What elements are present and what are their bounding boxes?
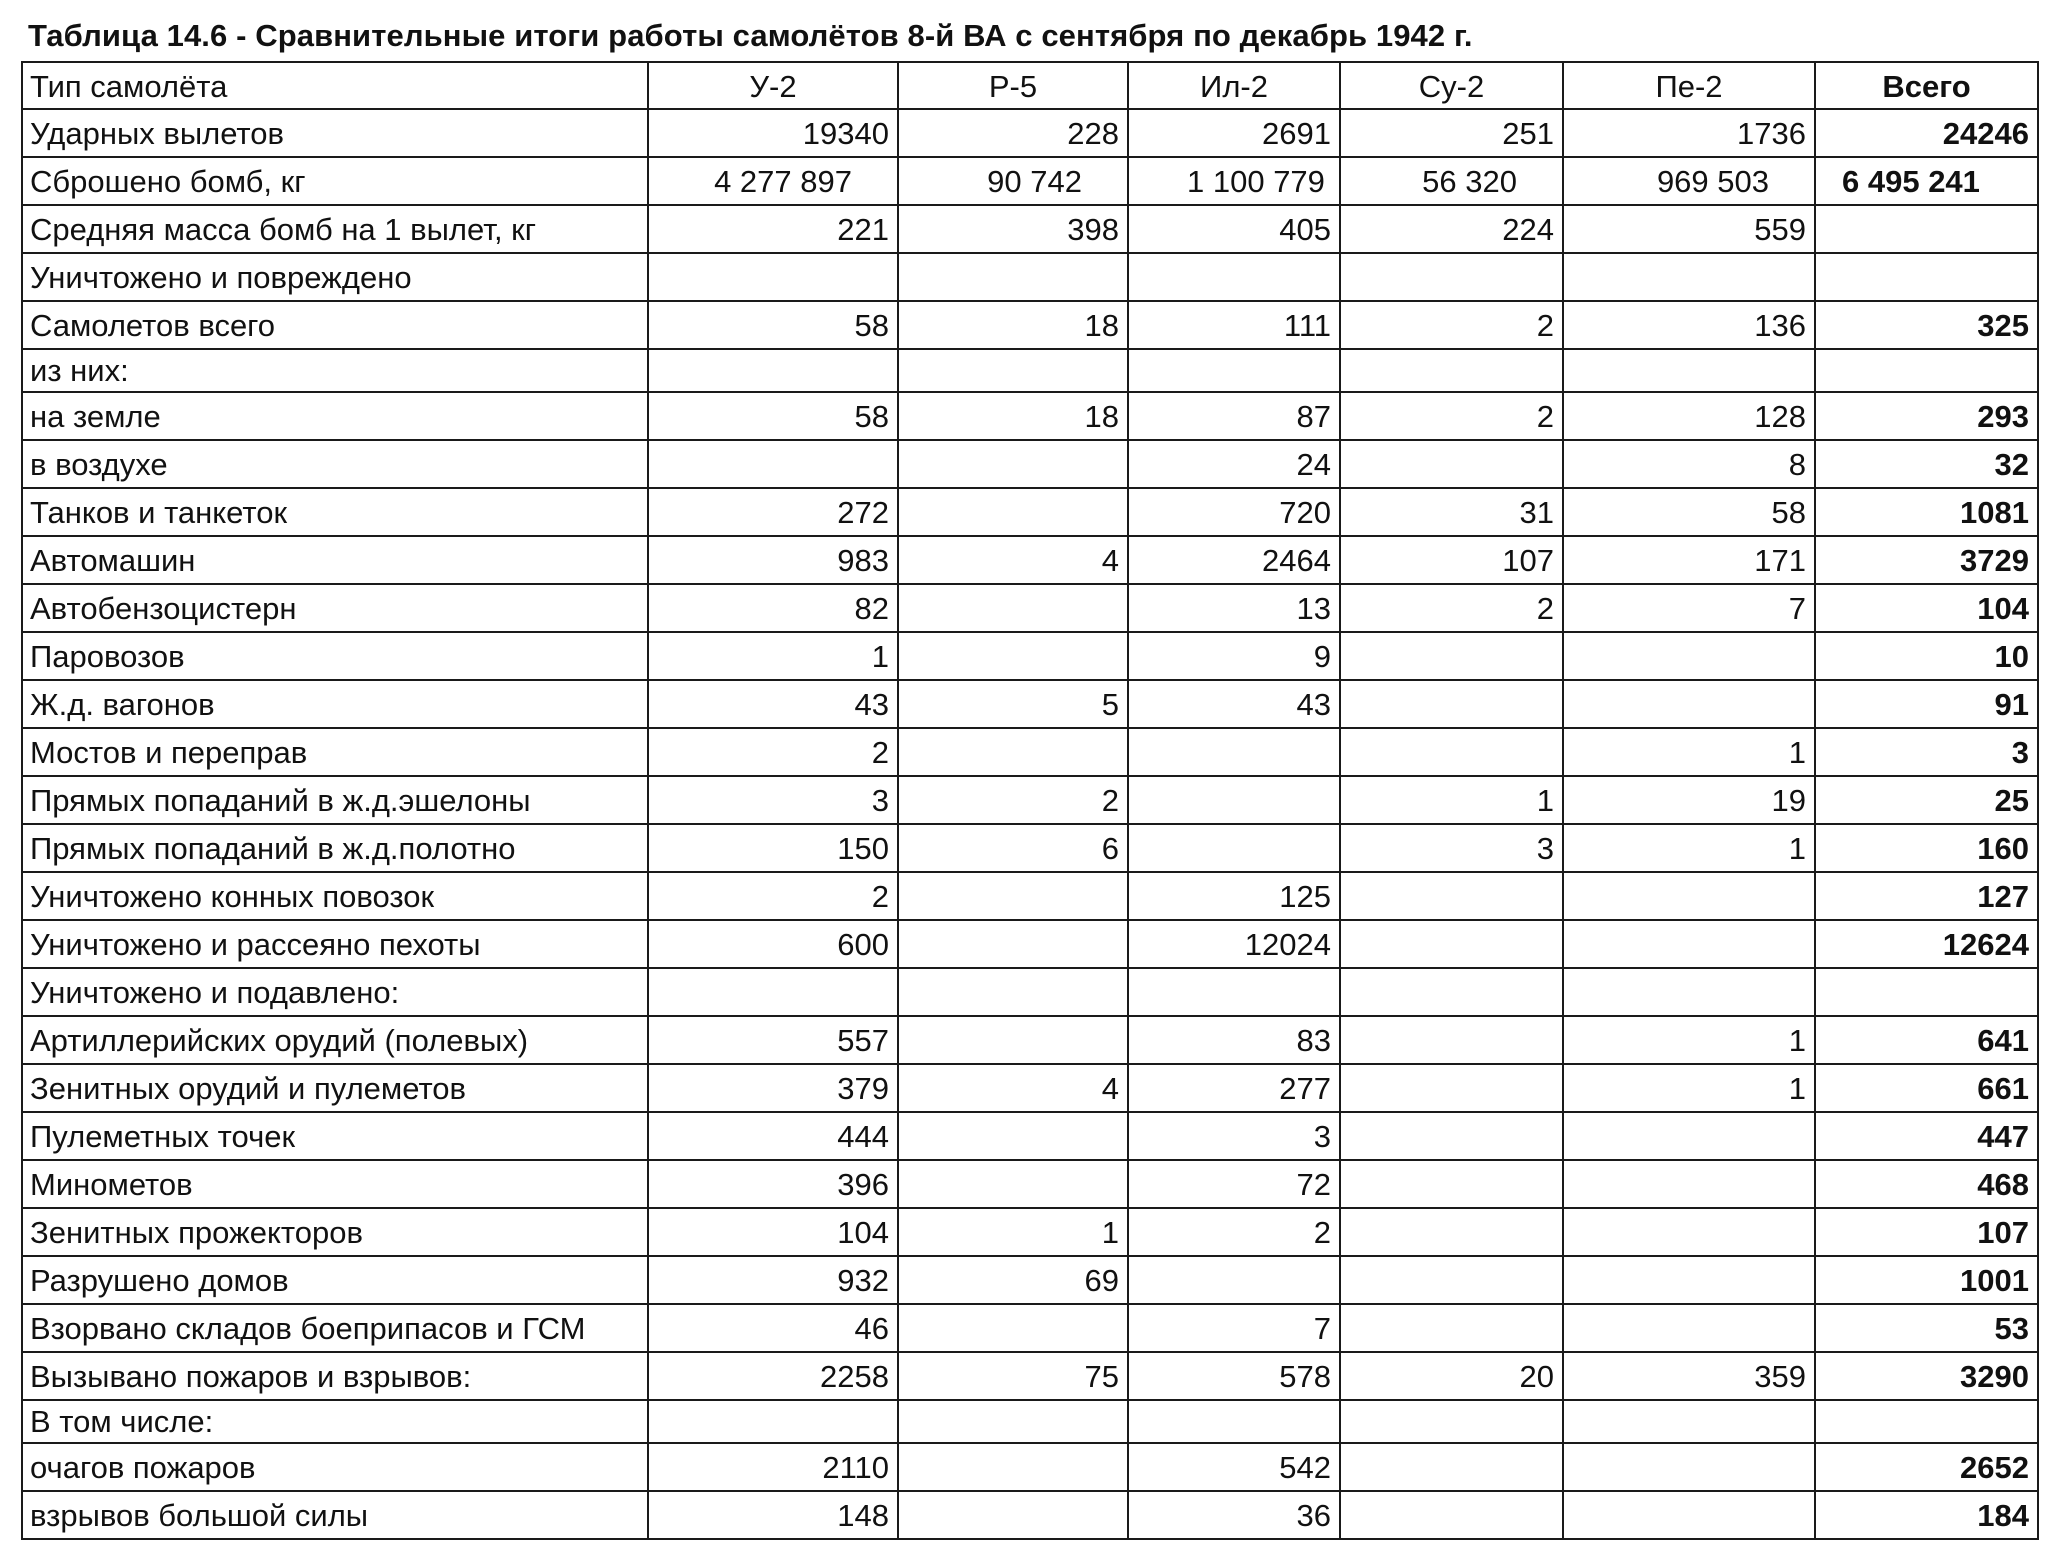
column-header: Су-2 [1340, 62, 1563, 109]
table-row [22, 632, 2038, 680]
value-cell: 2691 [1128, 109, 1340, 157]
value-cell [1563, 1208, 1815, 1256]
value-cell: 75 [898, 1352, 1128, 1400]
value-cell: 2 [1340, 392, 1563, 440]
total-cell: 53 [1815, 1304, 2038, 1352]
value-cell [1563, 1491, 1815, 1539]
value-cell: 8 [1563, 440, 1815, 488]
total-cell: 91 [1815, 680, 2038, 728]
value-cell: 251 [1340, 109, 1563, 157]
value-cell: 150 [648, 824, 898, 872]
value-cell: 1 [1563, 728, 1815, 776]
value-cell: 983 [648, 536, 898, 584]
total-cell: 1081 [1815, 488, 2038, 536]
table-row [22, 1491, 2038, 1539]
total-cell: 10 [1815, 632, 2038, 680]
total-cell: 325 [1815, 301, 2038, 349]
value-cell: 31 [1340, 488, 1563, 536]
value-cell [1128, 1256, 1340, 1304]
value-cell: 58 [1563, 488, 1815, 536]
value-cell [1340, 1112, 1563, 1160]
value-cell [1340, 1064, 1563, 1112]
total-cell: 184 [1815, 1491, 2038, 1539]
value-cell: 379 [648, 1064, 898, 1112]
row-label: Танков и танкеток [22, 488, 648, 536]
row-label: Автобензоцистерн [22, 584, 648, 632]
total-cell: 12624 [1815, 920, 2038, 968]
row-label: Уничтожено и подавлено: [22, 968, 648, 1016]
column-header: У-2 [648, 62, 898, 109]
value-cell [898, 1400, 1128, 1443]
value-cell: 171 [1563, 536, 1815, 584]
row-label: Уничтожено и повреждено [22, 253, 648, 301]
value-cell [1128, 776, 1340, 824]
table-row [22, 872, 2038, 920]
value-cell: 2 [1340, 301, 1563, 349]
value-cell [1128, 349, 1340, 392]
value-cell [1563, 253, 1815, 301]
table-row [22, 392, 2038, 440]
row-label: Паровозов [22, 632, 648, 680]
value-cell: 3 [1128, 1112, 1340, 1160]
value-cell: 148 [648, 1491, 898, 1539]
value-cell: 18 [898, 392, 1128, 440]
value-cell [898, 253, 1128, 301]
table-row [22, 1304, 2038, 1352]
value-cell: 4 [898, 536, 1128, 584]
row-label: из них: [22, 349, 648, 392]
value-cell [898, 1112, 1128, 1160]
value-cell: 2 [648, 872, 898, 920]
total-cell [1815, 968, 2038, 1016]
value-cell [1340, 1160, 1563, 1208]
value-cell: 36 [1128, 1491, 1340, 1539]
value-cell: 82 [648, 584, 898, 632]
row-label: Прямых попаданий в ж.д.эшелоны [22, 776, 648, 824]
value-cell: 43 [1128, 680, 1340, 728]
table-row [22, 584, 2038, 632]
value-cell: 107 [1340, 536, 1563, 584]
value-cell: 932 [648, 1256, 898, 1304]
value-cell [648, 253, 898, 301]
table-row [22, 109, 2038, 157]
table-row [22, 728, 2038, 776]
table-row [22, 1016, 2038, 1064]
value-cell: 5 [898, 680, 1128, 728]
value-cell [1340, 440, 1563, 488]
table-row [22, 920, 2038, 968]
row-label: Разрушено домов [22, 1256, 648, 1304]
total-cell: 293 [1815, 392, 2038, 440]
value-cell: 272 [648, 488, 898, 536]
value-cell: 1 100 779 [1128, 157, 1340, 205]
table-row [22, 1352, 2038, 1400]
value-cell: 46 [648, 1304, 898, 1352]
value-cell: 578 [1128, 1352, 1340, 1400]
table-row [22, 1160, 2038, 1208]
table-row [22, 157, 2038, 205]
value-cell: 396 [648, 1160, 898, 1208]
value-cell [1128, 728, 1340, 776]
value-cell [1340, 920, 1563, 968]
table-row [22, 1256, 2038, 1304]
value-cell [648, 349, 898, 392]
total-cell: 1001 [1815, 1256, 2038, 1304]
value-cell [1340, 1016, 1563, 1064]
value-cell: 2110 [648, 1443, 898, 1491]
total-cell: 32 [1815, 440, 2038, 488]
value-cell: 2 [898, 776, 1128, 824]
value-cell: 559 [1563, 205, 1815, 253]
value-cell: 277 [1128, 1064, 1340, 1112]
value-cell: 1 [648, 632, 898, 680]
value-cell: 111 [1128, 301, 1340, 349]
table-row [22, 1400, 2038, 1443]
total-cell: 3 [1815, 728, 2038, 776]
value-cell [1563, 1256, 1815, 1304]
value-cell: 4 [898, 1064, 1128, 1112]
value-cell: 12024 [1128, 920, 1340, 968]
row-label: Зенитных орудий и пулеметов [22, 1064, 648, 1112]
table-row [22, 488, 2038, 536]
table-title: Таблица 14.6 - Сравнительные итоги работы самолётов 8-й ВА с сентября по декабрь 1942 г. [28, 18, 1473, 53]
row-label: Сброшено бомб, кг [22, 157, 648, 205]
value-cell [898, 632, 1128, 680]
value-cell [1340, 1256, 1563, 1304]
value-cell [898, 488, 1128, 536]
value-cell: 224 [1340, 205, 1563, 253]
value-cell [898, 349, 1128, 392]
value-cell: 6 [898, 824, 1128, 872]
value-cell: 4 277 897 [648, 157, 898, 205]
value-cell [898, 728, 1128, 776]
value-cell: 13 [1128, 584, 1340, 632]
value-cell: 7 [1563, 584, 1815, 632]
value-cell [898, 920, 1128, 968]
value-cell: 600 [648, 920, 898, 968]
value-cell [1128, 968, 1340, 1016]
row-label: Вызывано пожаров и взрывов: [22, 1352, 648, 1400]
value-cell [898, 1491, 1128, 1539]
value-cell: 720 [1128, 488, 1340, 536]
total-cell: 3729 [1815, 536, 2038, 584]
row-label: Ж.д. вагонов [22, 680, 648, 728]
row-label: в воздухе [22, 440, 648, 488]
value-cell: 1 [1563, 824, 1815, 872]
value-cell [1563, 1160, 1815, 1208]
value-cell [1563, 1400, 1815, 1443]
table-row [22, 440, 2038, 488]
value-cell: 9 [1128, 632, 1340, 680]
value-cell: 43 [648, 680, 898, 728]
row-label: Ударных вылетов [22, 109, 648, 157]
value-cell: 1 [1563, 1016, 1815, 1064]
total-cell [1815, 253, 2038, 301]
row-label: на земле [22, 392, 648, 440]
table-row [22, 680, 2038, 728]
row-label: Зенитных прожекторов [22, 1208, 648, 1256]
total-cell: 160 [1815, 824, 2038, 872]
value-cell [1563, 1304, 1815, 1352]
table-row [22, 1112, 2038, 1160]
value-cell [1563, 1112, 1815, 1160]
total-cell: 25 [1815, 776, 2038, 824]
total-cell: 447 [1815, 1112, 2038, 1160]
row-label: взрывов большой силы [22, 1491, 648, 1539]
value-cell: 136 [1563, 301, 1815, 349]
value-cell [1128, 824, 1340, 872]
value-cell [1340, 349, 1563, 392]
total-cell [1815, 205, 2038, 253]
row-label: Мостов и переправ [22, 728, 648, 776]
value-cell: 1 [1340, 776, 1563, 824]
value-cell [1340, 1491, 1563, 1539]
value-cell: 58 [648, 392, 898, 440]
row-label: Артиллерийских орудий (полевых) [22, 1016, 648, 1064]
value-cell: 24 [1128, 440, 1340, 488]
value-cell: 359 [1563, 1352, 1815, 1400]
row-label: В том числе: [22, 1400, 648, 1443]
value-cell: 2 [1128, 1208, 1340, 1256]
row-label: Минометов [22, 1160, 648, 1208]
row-label: Взорвано складов боеприпасов и ГСМ [22, 1304, 648, 1352]
value-cell: 19 [1563, 776, 1815, 824]
value-cell [898, 1304, 1128, 1352]
value-cell [1340, 1443, 1563, 1491]
value-cell: 542 [1128, 1443, 1340, 1491]
value-cell [898, 1016, 1128, 1064]
value-cell: 3 [1340, 824, 1563, 872]
value-cell [1340, 253, 1563, 301]
table-row [22, 776, 2038, 824]
total-cell [1815, 1400, 2038, 1443]
value-cell [1340, 872, 1563, 920]
total-cell: 2652 [1815, 1443, 2038, 1491]
value-cell [648, 440, 898, 488]
value-cell: 557 [648, 1016, 898, 1064]
value-cell [1563, 920, 1815, 968]
value-cell [648, 968, 898, 1016]
total-cell: 641 [1815, 1016, 2038, 1064]
row-label: очагов пожаров [22, 1443, 648, 1491]
column-header: Пе-2 [1563, 62, 1815, 109]
value-cell [898, 1160, 1128, 1208]
table-row [22, 1443, 2038, 1491]
value-cell [1340, 632, 1563, 680]
row-label: Пулеметных точек [22, 1112, 648, 1160]
value-cell: 90 742 [898, 157, 1128, 205]
row-label: Уничтожено конных повозок [22, 872, 648, 920]
table-row [22, 301, 2038, 349]
total-cell: 6 495 241 [1815, 157, 2038, 205]
value-cell: 969 503 [1563, 157, 1815, 205]
value-cell: 56 320 [1340, 157, 1563, 205]
value-cell: 405 [1128, 205, 1340, 253]
value-cell: 125 [1128, 872, 1340, 920]
value-cell: 20 [1340, 1352, 1563, 1400]
column-header: Тип самолёта [22, 62, 648, 109]
results-table [21, 61, 2039, 1540]
row-label: Автомашин [22, 536, 648, 584]
value-cell [1563, 680, 1815, 728]
value-cell: 2 [1340, 584, 1563, 632]
value-cell: 19340 [648, 109, 898, 157]
value-cell [898, 968, 1128, 1016]
value-cell [1340, 1208, 1563, 1256]
value-cell: 69 [898, 1256, 1128, 1304]
total-cell: 104 [1815, 584, 2038, 632]
value-cell: 2464 [1128, 536, 1340, 584]
total-cell [1815, 349, 2038, 392]
value-cell [1340, 1400, 1563, 1443]
column-header: Всего [1815, 62, 2038, 109]
value-cell [1340, 968, 1563, 1016]
row-label: Прямых попаданий в ж.д.полотно [22, 824, 648, 872]
value-cell [1128, 1400, 1340, 1443]
column-header: Ил-2 [1128, 62, 1340, 109]
value-cell: 128 [1563, 392, 1815, 440]
table-row [22, 1064, 2038, 1112]
value-cell: 228 [898, 109, 1128, 157]
value-cell [1340, 1304, 1563, 1352]
value-cell [1563, 872, 1815, 920]
value-cell: 2258 [648, 1352, 898, 1400]
value-cell: 58 [648, 301, 898, 349]
row-label: Средняя масса бомб на 1 вылет, кг [22, 205, 648, 253]
value-cell: 87 [1128, 392, 1340, 440]
table-row [22, 253, 2038, 301]
value-cell: 83 [1128, 1016, 1340, 1064]
value-cell: 444 [648, 1112, 898, 1160]
value-cell: 18 [898, 301, 1128, 349]
total-cell: 661 [1815, 1064, 2038, 1112]
total-cell: 127 [1815, 872, 2038, 920]
row-label: Уничтожено и рассеяно пехоты [22, 920, 648, 968]
table-row [22, 349, 2038, 392]
value-cell: 1 [898, 1208, 1128, 1256]
value-cell: 221 [648, 205, 898, 253]
value-cell [1563, 349, 1815, 392]
value-cell [1128, 253, 1340, 301]
value-cell: 3 [648, 776, 898, 824]
value-cell: 1736 [1563, 109, 1815, 157]
value-cell: 7 [1128, 1304, 1340, 1352]
value-cell [1563, 632, 1815, 680]
value-cell: 1 [1563, 1064, 1815, 1112]
table-row [22, 824, 2038, 872]
value-cell [1563, 1443, 1815, 1491]
value-cell [898, 872, 1128, 920]
value-cell: 72 [1128, 1160, 1340, 1208]
total-cell: 107 [1815, 1208, 2038, 1256]
value-cell: 104 [648, 1208, 898, 1256]
value-cell [648, 1400, 898, 1443]
column-header: Р-5 [898, 62, 1128, 109]
row-label: Самолетов всего [22, 301, 648, 349]
total-cell: 468 [1815, 1160, 2038, 1208]
table-row [22, 968, 2038, 1016]
table-row [22, 536, 2038, 584]
table-row [22, 1208, 2038, 1256]
header-row [22, 62, 2038, 109]
value-cell: 2 [648, 728, 898, 776]
value-cell [1340, 728, 1563, 776]
total-cell: 24246 [1815, 109, 2038, 157]
total-cell: 3290 [1815, 1352, 2038, 1400]
value-cell [898, 1443, 1128, 1491]
value-cell [898, 584, 1128, 632]
table-row [22, 205, 2038, 253]
value-cell [898, 440, 1128, 488]
value-cell [1563, 968, 1815, 1016]
value-cell: 398 [898, 205, 1128, 253]
value-cell [1340, 680, 1563, 728]
